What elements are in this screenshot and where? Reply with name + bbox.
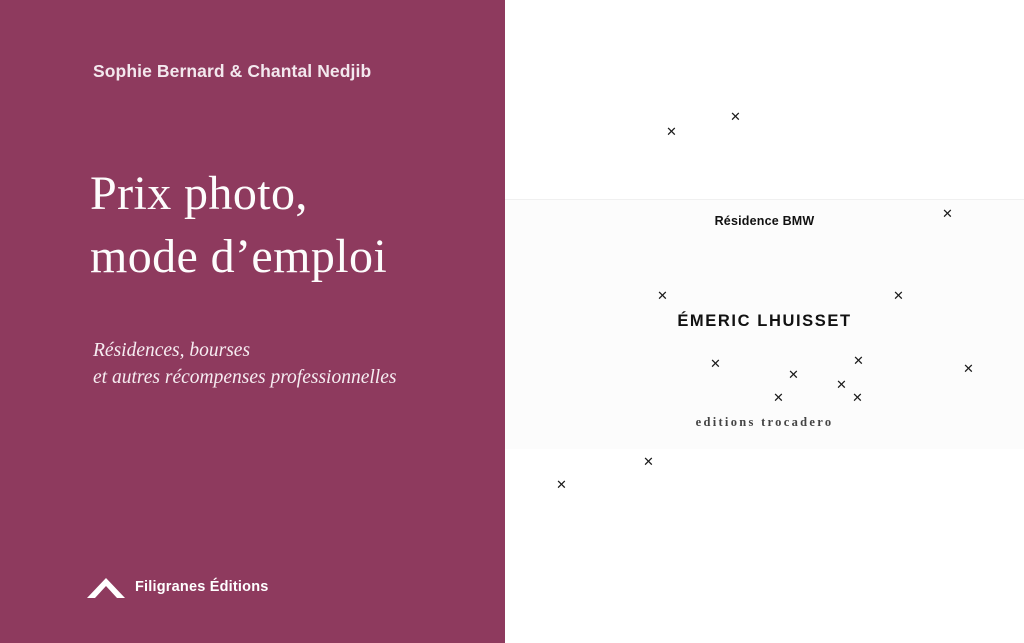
- right-cover-band-top: [505, 0, 1024, 199]
- left-cover-title-line2: mode d’emploi: [90, 230, 388, 283]
- x-mark: ✕: [788, 367, 799, 382]
- x-mark: ✕: [893, 288, 904, 303]
- left-cover-subtitle-line2: et autres récompenses professionnelles: [93, 366, 397, 388]
- x-mark: ✕: [666, 124, 677, 139]
- chevron-logo-icon: [84, 574, 128, 600]
- x-mark: ✕: [963, 361, 974, 376]
- x-mark: ✕: [942, 206, 953, 221]
- x-mark: ✕: [836, 377, 847, 392]
- left-cover-title: [90, 162, 490, 288]
- left-cover-subtitle: [93, 338, 493, 391]
- right-cover-publisher: editions trocadero: [695, 415, 834, 429]
- right-cover-band-bottom: [505, 449, 1024, 643]
- right-cover-supertitle: Résidence BMW: [714, 214, 815, 228]
- x-mark: ✕: [643, 454, 654, 469]
- x-mark: ✕: [657, 288, 668, 303]
- x-mark: ✕: [710, 356, 721, 371]
- left-cover-authors: Sophie Bernard & Chantal Nedjib: [93, 61, 372, 81]
- right-book-cover: [505, 0, 1024, 643]
- x-mark: ✕: [730, 109, 741, 124]
- left-cover-title-line1: Prix photo,: [90, 167, 308, 220]
- x-mark: ✕: [853, 353, 864, 368]
- x-mark: ✕: [773, 390, 784, 405]
- x-mark: ✕: [852, 390, 863, 405]
- left-cover-publisher-name: Filigranes Éditions: [135, 579, 269, 595]
- right-cover-title: ÉMERIC LHUISSET: [677, 312, 852, 330]
- left-cover-publisher: [84, 571, 424, 605]
- x-mark: ✕: [556, 477, 567, 492]
- left-cover-subtitle-line1: Résidences, bourses: [93, 340, 251, 361]
- left-book-cover: [0, 0, 505, 643]
